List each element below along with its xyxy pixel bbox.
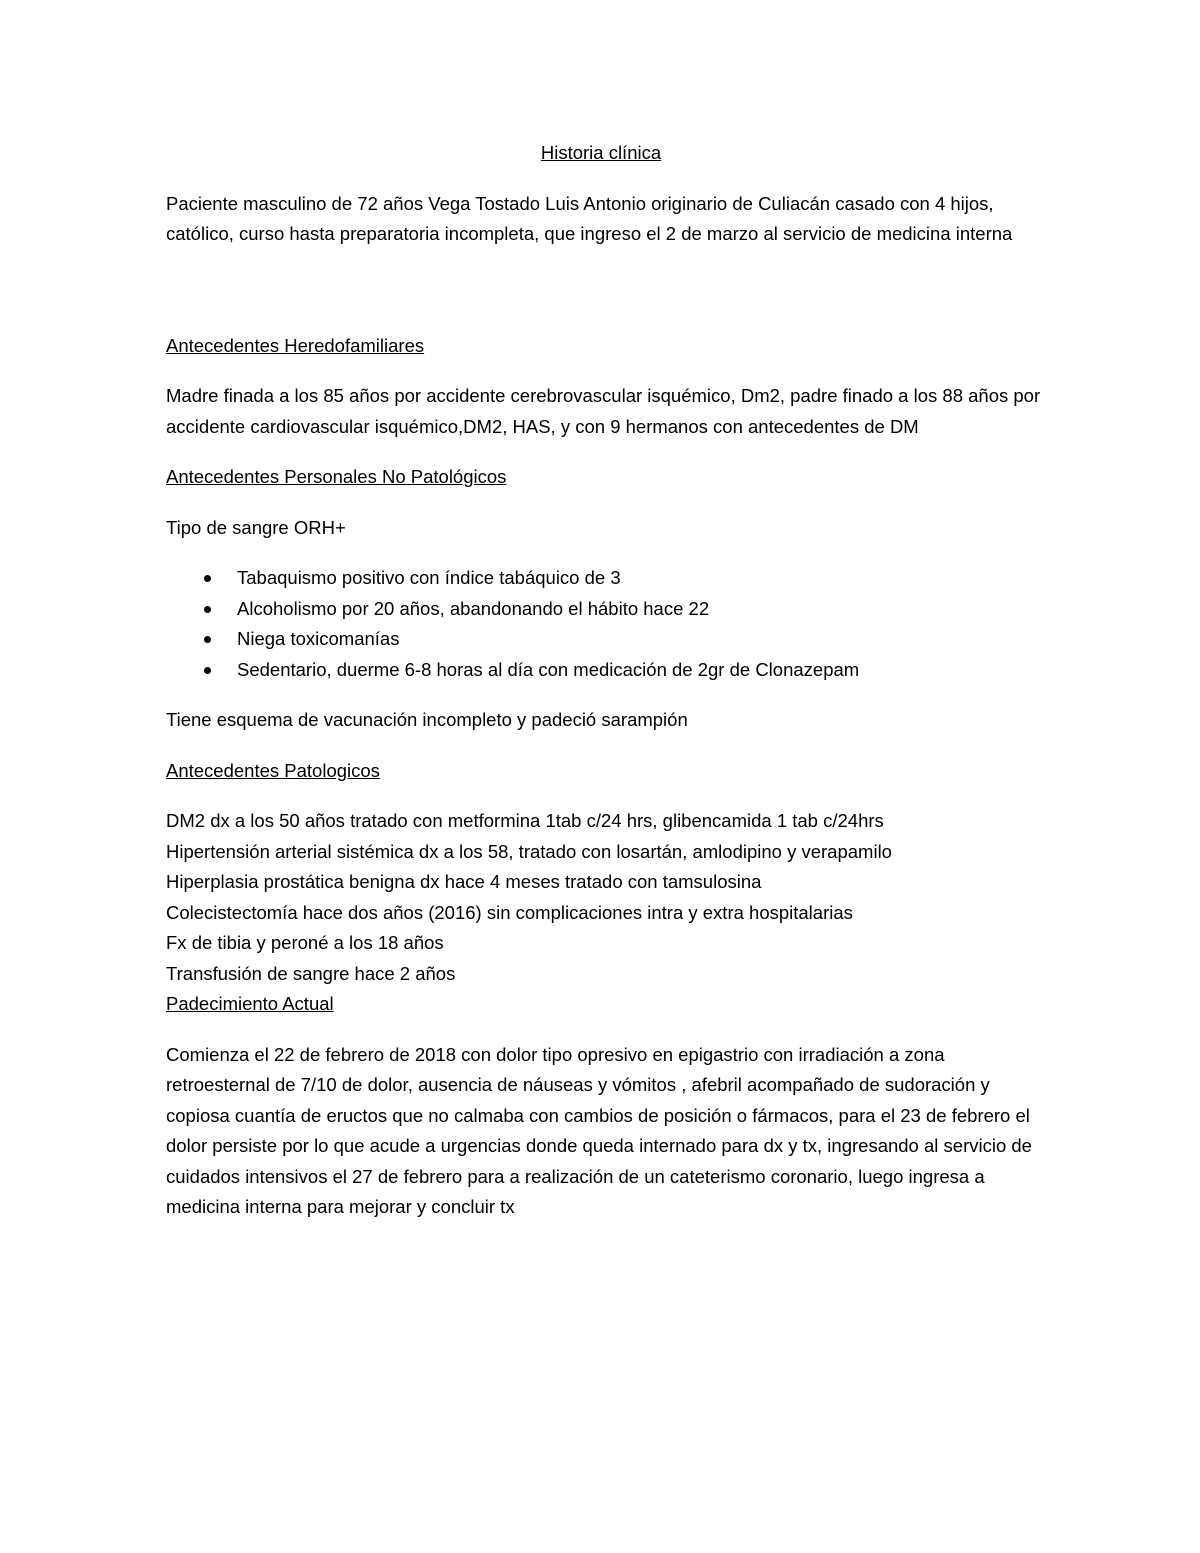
blood-type-line: Tipo de sangre ORH+ bbox=[166, 516, 346, 538]
patologico-line: Fx de tibia y peroné a los 18 años bbox=[166, 932, 444, 953]
document-body bbox=[166, 138, 1046, 1223]
intro-paragraph: Paciente masculino de 72 años Vega Tostado Luis Antonio originario de Culiacán casado con 4 hijos, católico, curso hasta preparatoria incompleta, que ingreso el 2 de marzo al servicio de medicina interna bbox=[166, 192, 1013, 244]
patologicos-heading: Antecedentes Patologicos bbox=[166, 759, 380, 781]
patologico-line: Hipertensión arterial sistémica dx a los 58, tratado con losartán, amlodipino y verapamilo bbox=[166, 840, 892, 862]
patologicos-lines bbox=[166, 806, 1046, 989]
no-patologicos-heading: Antecedentes Personales No Patológicos bbox=[166, 466, 507, 487]
document-title: Historia clínica bbox=[540, 142, 662, 163]
list-item bbox=[166, 624, 1046, 655]
list-item bbox=[166, 655, 1046, 686]
bullet-icon bbox=[204, 667, 211, 674]
list-item bbox=[166, 594, 1046, 625]
vaccination-line: Tiene esquema de vacunación incompleto y padeció sarampión bbox=[166, 709, 688, 730]
list-item-text: Tabaquismo positivo con índice tabáquico de 3 bbox=[237, 567, 621, 588]
bullet-icon bbox=[204, 575, 211, 582]
list-item bbox=[166, 563, 1046, 594]
bullet-icon bbox=[204, 636, 211, 643]
list-item-text: Niega toxicomanías bbox=[237, 628, 400, 649]
padecimiento-paragraph: Comienza el 22 de febrero de 2018 con dolor tipo opresivo en epigastrio con irradiación a zona retroesternal de 7/10 de dolor, ausencia de náuseas y vómitos , afebril acompañado de sudoración y copiosa cuantía de eructos que no calmaba con cambios de posición o fármacos, para el 23 de febrero el dolor persiste por lo que acude a urgencias donde queda internado para dx y tx, ingresando al servicio de cuidados intensivos el 27 de febrero para a realización de un cateterismo coronario, luego ingresa a medicina interna para mejorar y concluir tx bbox=[166, 1043, 1032, 1217]
heredofamiliares-paragraph: Madre finada a los 85 años por accidente cerebrovascular isquémico, Dm2, padre finado a los 88 años por accidente cardiovascular isquémico,DM2, HAS, y con 9 hermanos con antecedentes de DM bbox=[166, 385, 1041, 437]
list-item-text: Sedentario, duerme 6-8 horas al día con medicación de 2gr de Clonazepam bbox=[237, 658, 860, 680]
padecimiento-heading: Padecimiento Actual bbox=[166, 993, 334, 1014]
bullet-icon bbox=[204, 606, 211, 613]
list-item-text: Alcoholismo por 20 años, abandonando el hábito hace 22 bbox=[237, 597, 710, 619]
heredofamiliares-heading: Antecedentes Heredofamiliares bbox=[166, 334, 425, 356]
patologico-line: Colecistectomía hace dos años (2016) sin complicaciones intra y extra hospitalarias bbox=[166, 901, 853, 923]
patologico-line: DM2 dx a los 50 años tratado con metformina 1tab c/24 hrs, glibencamida 1 tab c/24hrs bbox=[166, 810, 884, 831]
no-patologicos-list bbox=[166, 563, 1046, 685]
patologico-line: Transfusión de sangre hace 2 años bbox=[166, 962, 456, 984]
patologico-line: Hiperplasia prostática benigna dx hace 4 meses tratado con tamsulosina bbox=[166, 871, 762, 892]
